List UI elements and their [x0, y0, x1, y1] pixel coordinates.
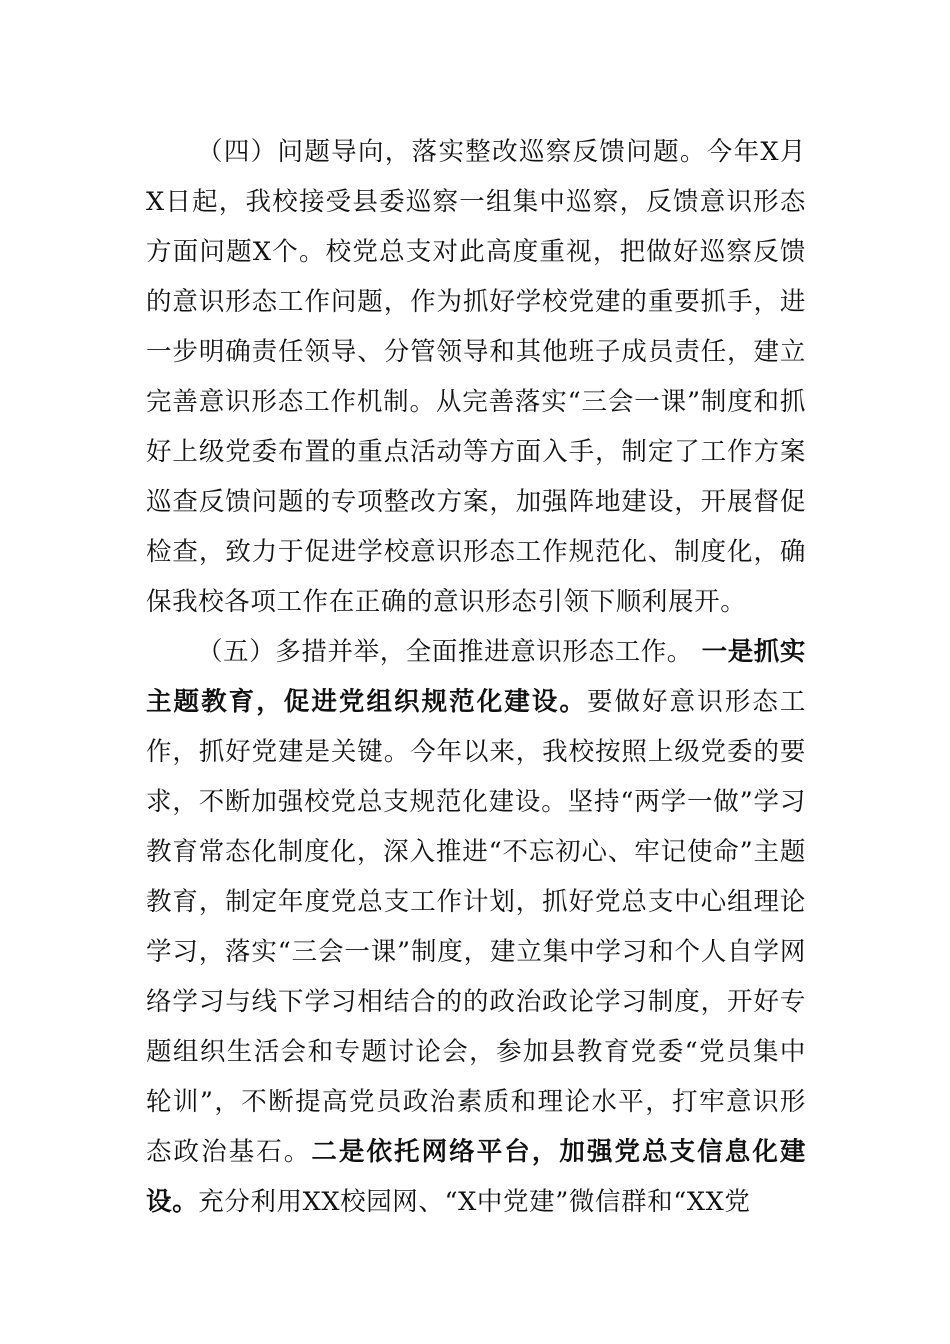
- section-5-point-1-body: 要做好意识形态工作，抓好党建是关键。今年以来，我校按照上级党委的要求，不断加强校党总支规范化建设。坚持“两学一做”学习教育常态化制度化，深入推进“不忘初心、牢记使命”主题教育，制定年度党总支工作计划，抓好党总支中心组理论学习，落实“三会一课”制度，建立集中学习和个人自学网络学习与线下学习相结合的的政治政论学习制度，开好专题组织生活会和专题讨论会，参加县教育党委“党员集中轮训”，不断提高党员政治素质和理论水平，打牢意识形态政治基石。: [146, 687, 806, 1167]
- section-4-body: 今年X月X日起，我校接受县委巡察一组集中巡察，反馈意识形态方面问题X个。校党总支对此高度重视，把做好巡察反馈的意识形态工作问题，作为抓好学校党建的重要抓手，进一步明确责任领导、分管领导和其他班子成员责任，建立完善意识形态工作机制。从完善落实“三会一课”制度和抓好上级党委布置的重点活动等方面入手，制定了工作方案巡查反馈问题的专项整改方案，加强阵地建设，开展督促检查，致力于促进学校意识形态工作规范化、制度化，确保我校各项工作在正确的意识形态引领下顺利展开。: [146, 137, 806, 617]
- section-5-point-1-heading: 一是抓实主题教育，促进党组织规范化建设。: [146, 637, 807, 717]
- section-4-heading: （四）问题导向，落实整改巡察反馈问题。: [197, 137, 707, 167]
- paragraph-section-4: [146, 127, 806, 627]
- section-5-heading: （五）多措并举，全面推进意识形态工作。: [197, 637, 702, 667]
- paragraph-section-5: [146, 627, 806, 1227]
- document-body: [146, 127, 806, 1227]
- section-5-point-2-heading: 二是依托网络平台，加强党总支信息化建设。: [146, 1137, 806, 1217]
- section-5-point-2-body: 充分利用XX校园网、“X中党建”微信群和“XX党: [198, 1187, 751, 1217]
